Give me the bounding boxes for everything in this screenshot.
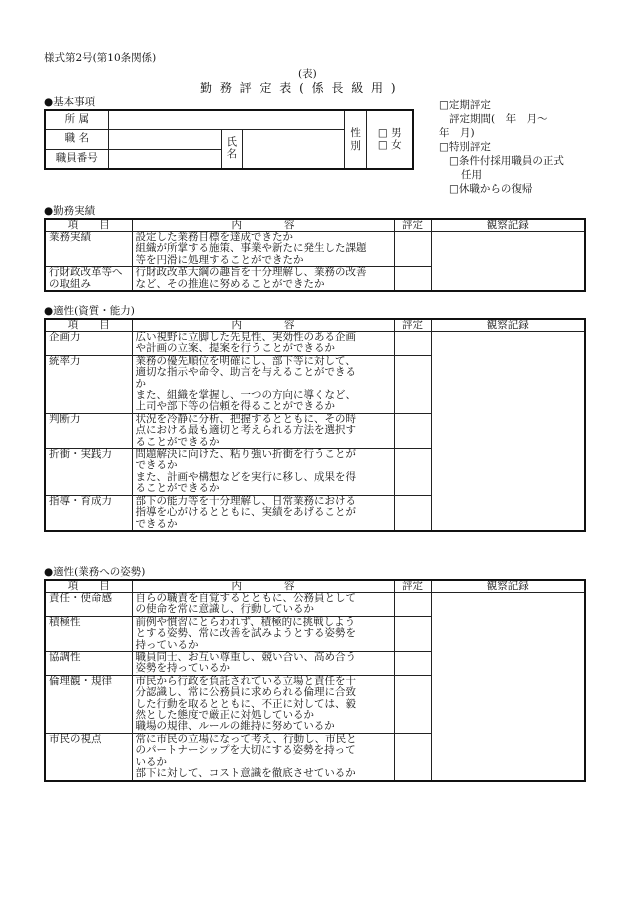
item-content: 部下の能力等を十分理解し、日常業務における 指導を心がけるとともに、実績をあげることが できるか: [132, 495, 394, 531]
item-label: 統率力: [45, 355, 132, 413]
col-rating-header: 評定: [394, 319, 431, 332]
item-content: 設定した業務目標を達成できたか 組織が所掌する施策、事業や新たに発生した課題 等を円滑に処理することができたか: [132, 232, 394, 267]
rating-cell[interactable]: [394, 355, 431, 413]
attitude-table: [44, 579, 586, 782]
rating-cell[interactable]: [394, 593, 431, 617]
item-content: 問題解決に向けた、粘り強い折衝を行うことが できるか また、計画や構想などを実行に移し、成果を得 ることができるか: [132, 449, 394, 496]
job-title-field[interactable]: [108, 129, 221, 149]
page-title: 勤 務 評 定 表 ( 係 長 級 用 ): [200, 81, 398, 95]
col-content-header: 内 容: [132, 319, 394, 332]
col-item-header: 項 目: [45, 219, 132, 232]
item-content: 状況を冷静に分析、把握するとともに、その時 点における最も適切と考えられる方法を選択す ることができるか: [132, 413, 394, 448]
item-content: 市民から行政を負託されている立場と責任を十 分認識し、常に公務員に求められる倫理に合致 した行動を取るとともに、不正に対しては、毅 然とした態度で厳正に対処しているか 職場の規律、ルールの維持に努めているか: [132, 675, 394, 733]
ability-heading: ●適性(資質・能力): [44, 305, 135, 317]
table-row: [45, 232, 585, 267]
period-line-2: 年 月): [439, 127, 475, 139]
gender-male-option[interactable]: □ 男: [377, 127, 402, 140]
item-content: 業務の優先順位を明確にし、部下等に対して、 適切な指示や命令、助言を与えることができる か また、組織を掌握し、一つの方向に導くなど、 上司や部下等の信頼を得ることができるか: [132, 355, 394, 413]
rating-cell[interactable]: [394, 616, 431, 651]
item-label: 企画力: [45, 332, 132, 356]
evaluation-type: [439, 98, 564, 196]
conditional-checkbox[interactable]: □条件付採用職員の正式: [449, 155, 564, 167]
col-item-header: 項 目: [45, 319, 132, 332]
item-label: 行財政改革等への取組み: [45, 267, 132, 291]
staff-number-label: 職員番号: [45, 149, 108, 169]
item-label: 業務実績: [45, 232, 132, 267]
observation-cell[interactable]: [431, 332, 585, 531]
basic-info-table: [44, 109, 414, 170]
item-label: 倫理観・規律: [45, 675, 132, 733]
table-row: [45, 332, 585, 356]
rating-cell[interactable]: [394, 733, 431, 780]
regular-eval-checkbox[interactable]: □定期評定: [439, 99, 491, 111]
item-content: 前例や慣習にとらわれず、積極的に挑戦しよう とする姿勢、常に改善を試みようとする姿勢を 持っているか: [132, 616, 394, 651]
col-content-header: 内 容: [132, 580, 394, 593]
gender-options[interactable]: [367, 110, 413, 169]
performance-table: [44, 218, 586, 292]
attitude-heading: ●適性(業務への姿勢): [44, 566, 146, 578]
col-item-header: 項 目: [45, 580, 132, 593]
rating-cell[interactable]: [394, 652, 431, 676]
item-content: 職員同士、お互い尊重し、競い合い、高め合う 姿勢を持っているか: [132, 652, 394, 676]
return-leave-checkbox[interactable]: □休職からの復帰: [449, 183, 533, 195]
staff-number-field[interactable]: [108, 149, 221, 169]
item-content: 広い視野に立脚した先見性、実効性のある企画 や計画の立案、提案を行うことができるか: [132, 332, 394, 356]
rating-cell[interactable]: [394, 675, 431, 733]
item-content: 常に市民の立場になって考え、行動し、市民と のパートナーシップを大切にする姿勢を持って いるか 部下に対して、コスト意識を徹底させているか: [132, 733, 394, 780]
special-eval-checkbox[interactable]: □特別評定: [439, 141, 491, 153]
performance-heading: ●勤務実績: [44, 205, 96, 217]
col-observation-header: 観察記録: [431, 219, 585, 232]
shimei-label: 氏名: [221, 129, 242, 169]
basic-heading: ●基本事項: [44, 96, 96, 108]
rating-cell[interactable]: [394, 449, 431, 496]
item-label: 市民の視点: [45, 733, 132, 780]
affiliation-field[interactable]: [108, 110, 344, 129]
item-label: 指導・育成力: [45, 495, 132, 531]
observation-cell[interactable]: [431, 232, 585, 292]
rating-cell[interactable]: [394, 495, 431, 531]
col-rating-header: 評定: [394, 580, 431, 593]
item-content: 行財政改革大綱の趣旨を十分理解し、業務の改善 など、その推進に努めることができたか: [132, 267, 394, 291]
rating-cell[interactable]: [394, 232, 431, 267]
item-label: 責任・使命感: [45, 593, 132, 617]
gender-label: 性別: [344, 110, 367, 169]
item-label: 判断力: [45, 413, 132, 448]
observation-cell[interactable]: [431, 593, 585, 781]
item-label: 協調性: [45, 652, 132, 676]
col-observation-header: 観察記録: [431, 580, 585, 593]
gender-female-option[interactable]: □ 女: [377, 138, 402, 151]
period-line-1: 評定期間( 年 月〜: [449, 113, 548, 125]
form-number: 様式第2号(第10条関係): [44, 52, 157, 64]
face-label: (表): [298, 68, 317, 80]
col-content-header: 内 容: [132, 219, 394, 232]
rating-cell[interactable]: [394, 267, 431, 291]
rating-cell[interactable]: [394, 332, 431, 356]
ability-table: [44, 318, 586, 532]
affiliation-label: 所 属: [45, 110, 108, 129]
item-label: 積極性: [45, 616, 132, 651]
item-label: 折衝・実践力: [45, 449, 132, 496]
job-title-label: 職 名: [45, 129, 108, 149]
rating-cell[interactable]: [394, 413, 431, 448]
item-content: 自らの職責を自覚するとともに、公務員として の使命を常に意識し、行動しているか: [132, 593, 394, 617]
conditional-line-2: 任用: [461, 169, 482, 181]
shimei-field[interactable]: [242, 129, 344, 169]
col-rating-header: 評定: [394, 219, 431, 232]
table-row: [45, 593, 585, 617]
col-observation-header: 観察記録: [431, 319, 585, 332]
